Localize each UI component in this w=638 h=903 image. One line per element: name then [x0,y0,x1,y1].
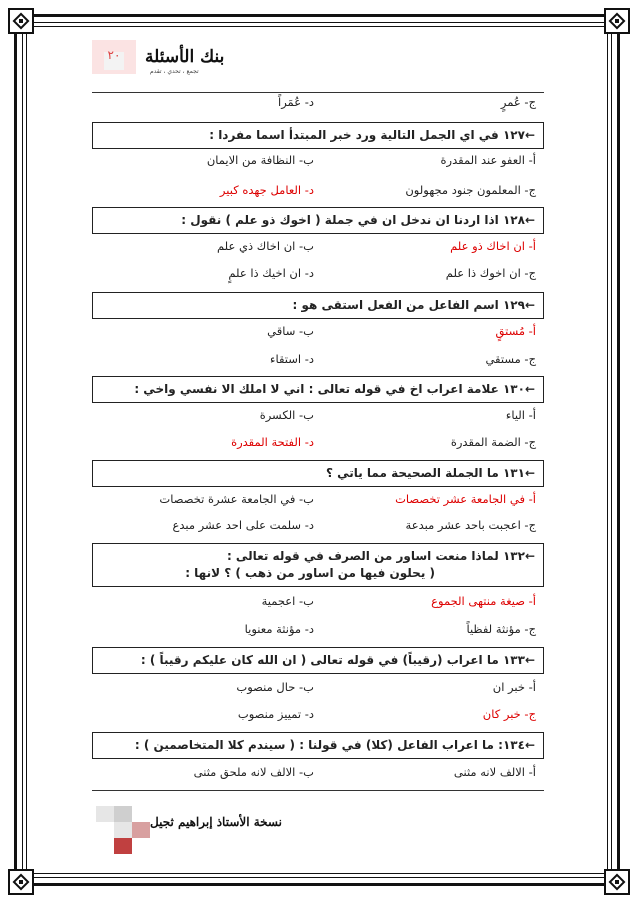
option-d: د- عُمَراً [278,95,314,109]
option-c: ج- ان اخوك ذا علم [445,266,536,280]
question-text: ←١٣٣ ما اعراب (رقيباً) في قوله تعالى ( ان الله كان عليكم رقيباً ) : [140,653,535,667]
options-row [92,619,544,641]
option-b: ب- في الجامعة عشرة تخصصات [159,492,314,506]
option-c: ج- مستقي [485,352,536,366]
question-box [92,207,544,234]
question-text: ←١٣١ ما الجملة الصحيحة مما ياتي ؟ [325,466,535,480]
question-text: ←١٣٤: ما اعراب الفاعل (كلا) في قولنا : ( سيندم كلا المتخاصمين ) : [134,738,535,752]
options-row [92,236,544,258]
options-row [92,321,544,343]
options-row [92,150,544,172]
options-row [92,489,544,511]
option-c: ج- المعلمون جنود مجهولون [405,183,536,197]
option-a-correct: أ- ان اخاك ذو علم [450,239,536,253]
option-d: د- استقاء [270,352,314,366]
options-row [92,432,544,454]
option-c: ج- اعجبت باحد عشر مبدعة [405,518,536,532]
corner-ornament-top-left [8,8,34,34]
question-box [92,647,544,674]
logo-subtitle: تجمع ، تحدي ، تقدم [150,68,199,75]
options-row [92,677,544,699]
options-row [92,405,544,427]
logo: بنك الأسئلة [145,47,225,67]
corner-ornament-top-right [604,8,630,34]
option-a: أ- الالف لانه مثنى [453,765,536,779]
footer-rule [92,790,544,791]
question-text: ←١٣٢ لماذا منعت اساور من الصرف في قوله تعالى : [226,549,535,563]
option-a-correct: أ- صيغة منتهى الجموع [431,594,536,608]
option-b: ب- الالف لانه ملحق مثنى [193,765,314,779]
option-c: ج- عُمرٍ [500,95,536,109]
option-b: ب- حال منصوب [236,680,314,694]
option-b: ب- ساقي [267,324,314,338]
option-a-correct: أ- في الجامعة عشر تخصصات [395,492,536,506]
question-box [92,543,544,587]
question-box [92,376,544,403]
question-box [92,292,544,319]
options-row [92,515,544,537]
question-text: ←١٢٧ في اي الجمل التالية ورد خبر المبتدأ اسما مفردا : [209,128,535,142]
option-d-correct: د- الفتحة المقدرة [231,435,314,449]
option-c: ج- الضمة المقدرة [450,435,536,449]
option-a: أ- العفو عند المقدرة [440,153,536,167]
question-text-line2: ( يحلون فيها من اساور من ذهب ) ؟ لانها : [185,566,435,580]
option-d: د- سلمت على احد عشر مبدع [172,518,314,532]
question-box [92,122,544,149]
question-box [92,460,544,487]
options-row [92,591,544,613]
option-a: أ- خبر ان [492,680,536,694]
option-a-correct: أ- مُستقٍ [495,324,536,338]
option-a: أ- الياء [505,408,536,422]
options-row [92,704,544,726]
option-b: ب- اعجمية [261,594,314,608]
question-text: ←١٢٨ اذا اردنا ان ندخل ان في جملة ( اخوك ذو علم ) نقول : [181,213,535,227]
question-text: ←١٢٩ اسم الفاعل من الفعل استقى هو : [292,298,535,312]
options-row [92,349,544,371]
option-b: ب- الكسرة [259,408,314,422]
option-c-correct: ج- خبر كان [482,707,536,721]
option-d: د- مؤنثة معنويا [244,622,314,636]
options-row [92,762,544,784]
option-c: ج- مؤنثة لفظياً [466,622,536,636]
question-text: ←١٣٠ علامة اعراب اخ في قوله تعالى : اني لا املك الا نفسي واخي : [134,382,535,396]
footer-credit: نسخة الأستاذ إبراهيم ثجيل [150,815,282,829]
corner-ornament-bottom-right [604,869,630,895]
option-d-correct: د- العامل جهده كبير [219,183,314,197]
options-row [92,263,544,285]
option-b: ب- ان اخاك ذي علم [217,239,314,253]
options-row [92,180,544,202]
page-number: ٢٠ [107,48,121,62]
option-d: د- تمييز منصوب [237,707,314,721]
option-b: ب- النظافة من الايمان [206,153,314,167]
corner-ornament-bottom-left [8,869,34,895]
question-box [92,732,544,759]
option-d: د- ان اخيك ذا علمٍ [228,266,314,280]
options-row [92,92,544,114]
